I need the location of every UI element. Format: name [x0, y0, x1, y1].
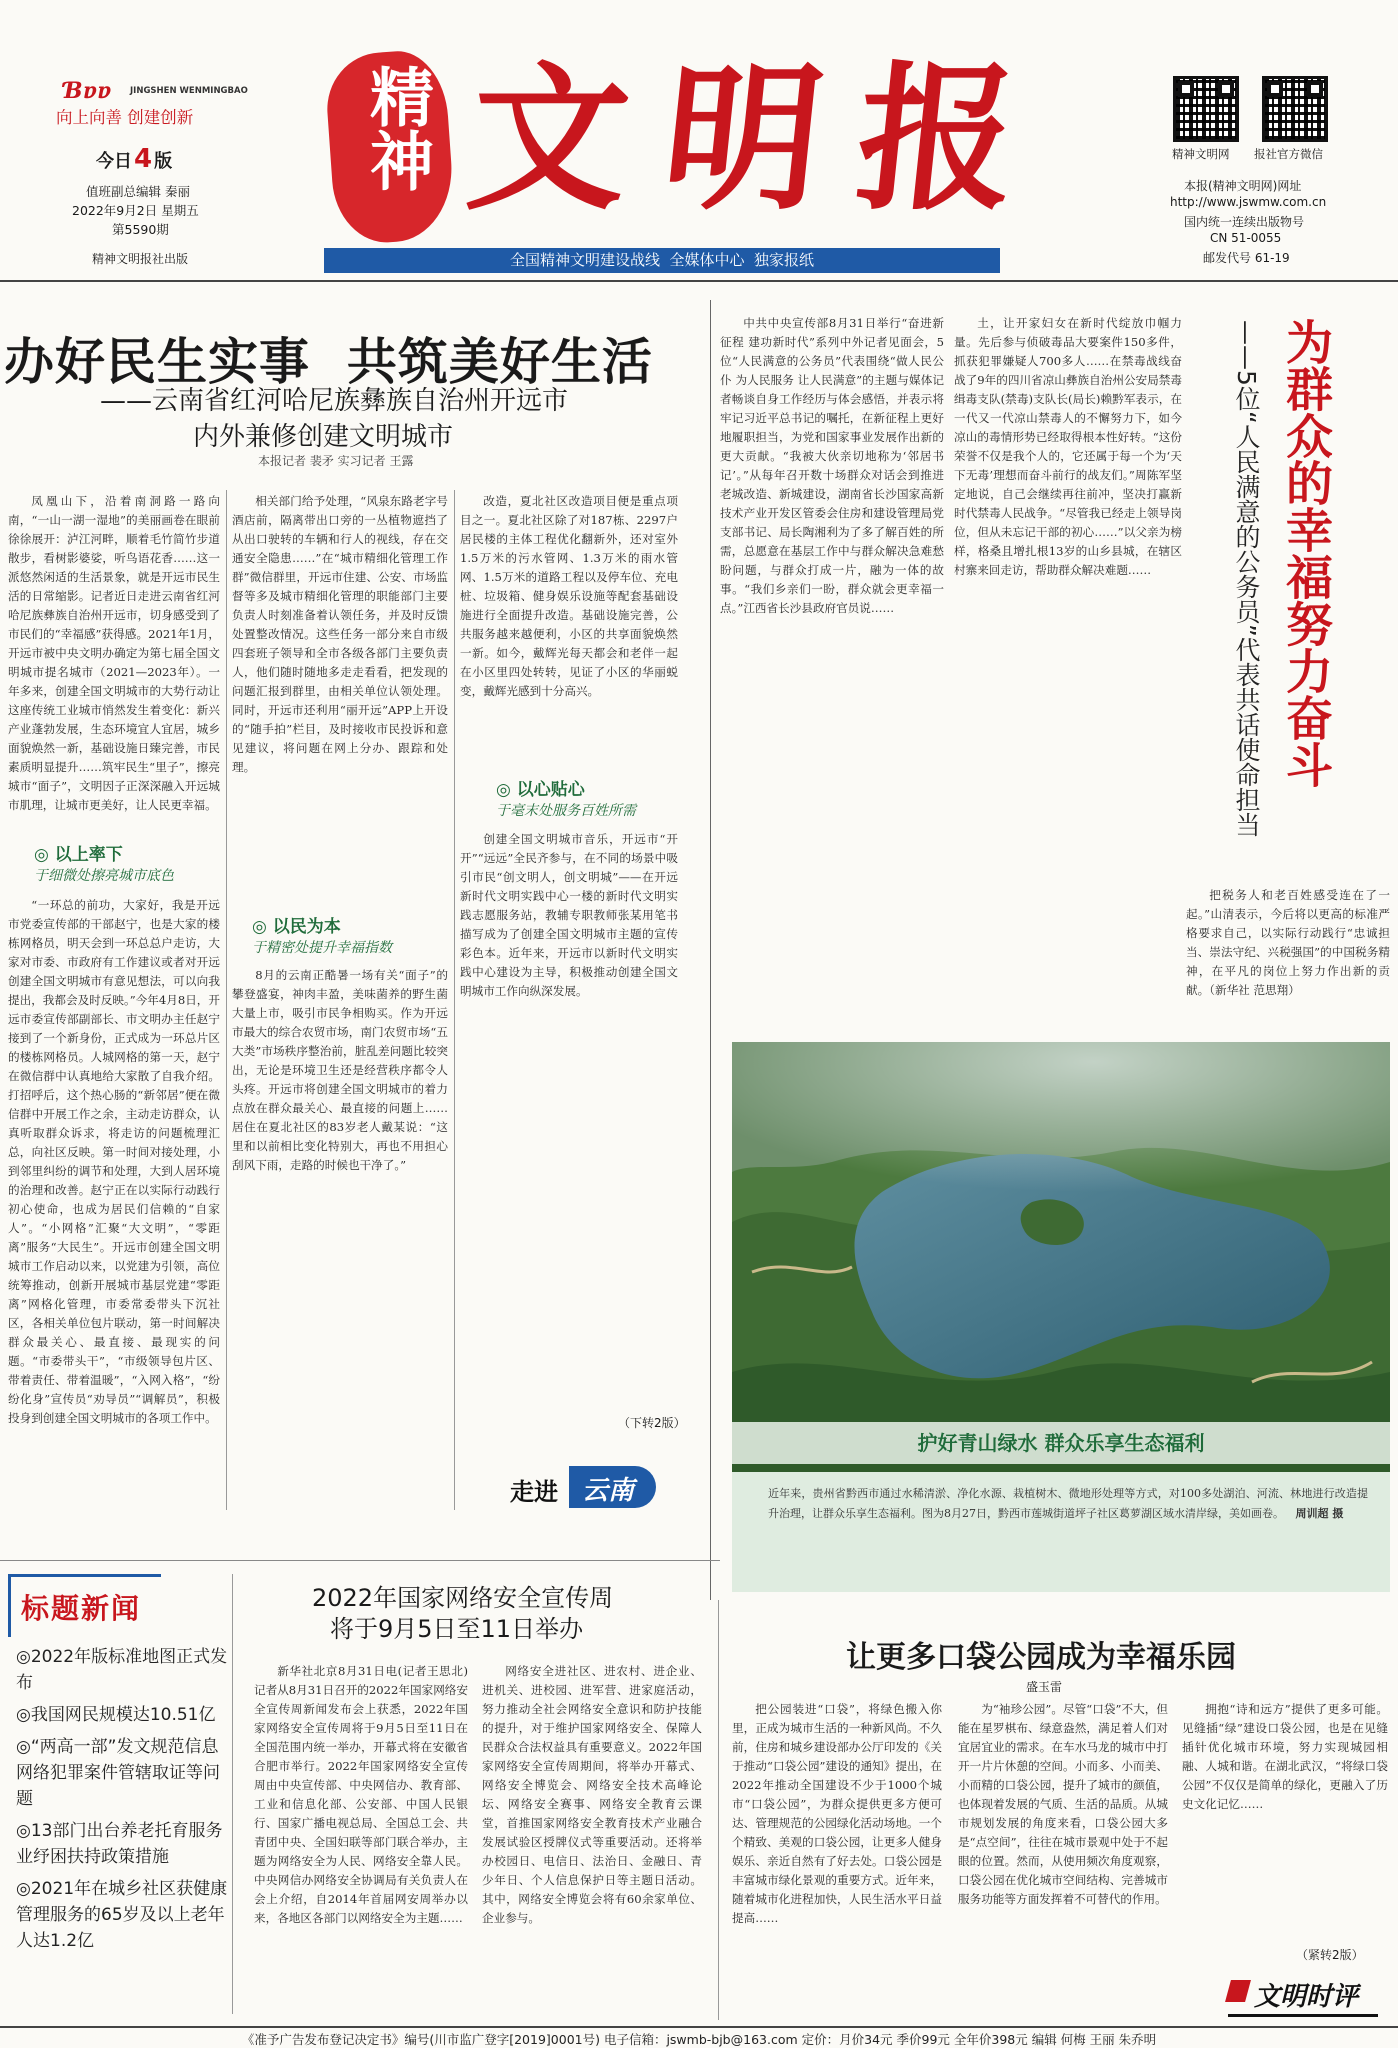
footer-rule [0, 2026, 1398, 2028]
brief-item[interactable]: ◎我国网民规模达10.51亿 [16, 1705, 216, 1725]
post-code: 邮发代号 61-19 [1203, 251, 1290, 265]
site-url[interactable]: http://www.jswmw.com.cn [1170, 195, 1327, 209]
slogan: 向上向善 创建创新 [56, 108, 194, 127]
brief-item[interactable]: ◎“两高一部”发文规范信息网络犯罪案件管辖取证等问题 [16, 1737, 220, 1809]
qr1-label: 精神文明网 [1172, 147, 1230, 161]
subhead-icon: ◎ [496, 780, 517, 800]
feature-title: 为群众的幸福努力奋斗 [1278, 318, 1333, 788]
lead-subtitle-1: ——云南省红河哈尼族彝族自治州开远市 [100, 386, 569, 416]
brief-item[interactable]: ◎2022年版标准地图正式发布 [16, 1647, 228, 1693]
brief-item[interactable]: ◎2021年在城乡社区获健康管理服务的65岁及以上老年人达1.2亿 [16, 1879, 228, 1951]
lead-subhead-2: ◎ 以民为本 于精密处提升幸福指数 [252, 917, 392, 956]
continued-note: （下转2版） [618, 1416, 686, 1430]
lead-column-3b: 创建全国文明城市音乐，开远市“开开”“远远”全民齐参与，在不同的场景中吸引市民“创文明人，创文明城”——在开远新时代文明实践中心一楼的新时代文明实践志愿服务站，教辅专职教师张某用笔书描写成为了创建全国文明城市主题的宣传彩色本。近年来，开远市以新时代文明实践中心建设为主导，积极推动创建全国文明城市工作向纵深发展。 [460, 832, 678, 998]
photo-caption-text: 近年来，贵州省黔西市通过水稀清淤、净化水源、栽植树木、微地形处理等方式，对100多处湖泊、河流、林地进行改造提升治理，让群众乐享生态福利。图为8月27日，黔西市莲城街道坪子社区葛萝湖区域水清岸绿，美如画卷。 周训超 摄 [768, 1487, 1368, 1520]
photo-caption-title: 护好青山绿水 群众乐享生态福利 [732, 1422, 1390, 1464]
qr2-label: 报社官方微信 [1254, 147, 1323, 161]
cn-label: 国内统一连续出版物号 [1184, 215, 1305, 229]
lead-subtitle-2: 内外兼修创建文明城市 [193, 422, 454, 452]
qr-code-website [1173, 76, 1239, 142]
masthead-rule [0, 280, 1398, 282]
commentary-stamp: 文明时评 [1228, 1974, 1378, 2017]
pocket-column-1: 把公园装进“口袋”，将绿色搬入你里，正成为城市生活的一种新风尚。不久前，住房和城乡建设部办公厅印发的《关于推动“口袋公园”建设的通知》提出，在2022年推动全国建设不少于1000个城市“口袋公园”，为群众提供更多方便可达、管理规范的公园绿化活动场地。一个个精致、美观的口袋公园，让更多人健身娱乐、亲近自然有了好去处。口袋公园是丰富城市绿化景观的重要方式。近年来，随着城市化进程加快，人民生活水平日益提高…… [732, 1702, 942, 1925]
today-pages: 今日4 版 [96, 144, 173, 174]
duty-editor: 值班副总编辑 秦丽 [86, 184, 190, 199]
title-left: 精神 [359, 64, 434, 192]
lead-subhead-1: ◎ 以上率下 于细微处擦亮城市底色 [34, 845, 174, 884]
masthead [0, 0, 1398, 280]
briefs-list [16, 1644, 228, 1960]
masthead-banner: 全国精神文明建设战线 全媒体中心 独家报纸 [324, 248, 1000, 273]
qr-code-wechat [1262, 76, 1328, 142]
lake-aerial-image [732, 1042, 1390, 1472]
briefs-header: 标题新闻 [8, 1574, 161, 1637]
column-divider [226, 490, 227, 1510]
lead-column-1: 凤凰山下，沿着南洞路一路向南，“一山一湖一湿地”的美丽画卷在眼前徐徐展开：泸江河畔，顺着毛竹简竹步道散步，看树影婆娑，听鸟语花香……这一派悠然闲适的生活景象，就是开远市民生活的日常缩影。记者近日走进云南省红河哈尼族彝族自治州开远市，切身感受到了市民们的“幸福感”获得感。2021年1月，开远市被中央文明办确定为第七届全国文明城市提名城市（2021—2023年）。一年多来，创建全国文明城市的大势行动让这座传统工业城市悄然发生着变化：新兴产业蓬勃发展，生态环境宜人宜居，城乡面貌焕然一新，基础设施日臻完善，市民素质明显提升……筑牢民生“里子”，擦亮城市“面子”，文明因子正深深融入开远城市肌理，让城市更美好，让人民更幸福。 [8, 494, 220, 812]
section-divider [710, 300, 711, 1600]
pocket-title: 让更多口袋公园成为幸福乐园 [846, 1640, 1236, 1675]
footer: 《准予广告发布登记决定书》编号(川市监广登字[2019]0001号) 电子信箱：jswmb-bjb@163.com 定价：月价34元 季价99元 全年价398元 编辑 何梅 王丽 朱乔明 [241, 2032, 1157, 2047]
cyber-title-2: 将于9月5日至11日举办 [330, 1615, 584, 1643]
cn-code: CN 51-0055 [1210, 231, 1282, 245]
pocket-column-2: 为“袖珍公园”。尽管“口袋”不大，但能在星罗棋布、绿意盎然，满足着人们对宜居宜业的需求。在车水马龙的城市中打开一片片休憩的空间。小而多、小而美、小而精的口袋公园，提升了城市的颜值，也体现着发展的气质、生活的品质。从城市规划发展的角度来看，口袋公园大多是“点空间”，往往在城市景观中处于不起眼的位置。然而，从使用频次角度观察，口袋公园在优化城市空间结构、完善城市服务功能等方面发挥着不可替代的作用。 [958, 1702, 1168, 1906]
feature-subtitle: ——5位“人民满意的公务员”代表共话使命担当 [1232, 320, 1261, 837]
cyber-title-1: 2022年国家网络安全宣传周 [312, 1584, 614, 1612]
site-label: 本报(精神文明网)网址 [1184, 179, 1302, 193]
lead-column-3: 改造，夏北社区改造项目便是重点项目之一。夏北社区除了对187栋、2297户居民楼的主体工程优化翻新外，还对室外1.5万米的污水管网、1.3万米的雨水管网、1.5万米的道路工程以及停车位、充电桩、垃圾箱、健身娱乐设施等配套基础设施进行全面提升改造。基础设施完善，公共服务越来越便利，小区的共享面貌焕然一新。如今，戴辉光每天都会和老伴一起在小区里四处转转，见证了小区的华丽蜕变，戴辉光感到十分高兴。 [460, 494, 678, 698]
lead-subhead-3: ◎ 以心贴心 于毫末处服务百姓所需 [496, 780, 636, 819]
issue-number: 第5590期 [112, 222, 169, 237]
briefs-box [8, 1574, 228, 2034]
lake-photo [732, 1042, 1390, 1472]
subhead-icon: ◎ [34, 845, 55, 865]
cyber-column-1: 新华社北京8月31日电(记者王思北)记者从8月31日召开的2022年国家网络安全宣传周新闻发布会上获悉，2022年国家网络安全宣传周将于9月5日至11日在全国范围内统一举办，开幕式将在安徽省合肥市举行。2022年国家网络安全宣传周由中央宣传部、中央网信办、教育部、工业和信息化部、公安部、中国人民银行、国家广播电视总局、全国总工会、共青团中央、全国妇联等部门联合举办，主题为网络安全为人民、网络安全靠人民。中央网信办网络安全协调局有关负责人在会上介绍，自2014年首届网安周举办以来，各地区各部门以网络安全为主题…… [254, 1664, 468, 1925]
subhead-icon: ◎ [252, 917, 273, 937]
paper-logo: Ɓɐɐ JINGSHEN WENMINGBAO [64, 78, 248, 104]
photo-caption [732, 1472, 1390, 1592]
pocket-continued: （紧转2版） [1296, 1948, 1364, 1962]
feature-column-1: 中共中央宣传部8月31日举行“奋进新征程 建功新时代”系列中外记者见面会，5位“人民满意的公务员”代表围绕“做人民公仆 为人民服务 让人民满意”的主题与媒体记者畅谈自身工作经历与体会感悟，并表示将牢记习近平总书记的嘱托，在新征程上更好地履职担当，为党和国家事业发展作出新的更大贡献。“我被大伙亲切地称为‘邻居书记’。”从每年召开数十场群众对话会到推进老城改造、新城建设，湖南省长沙国家高新技术产业开发区管委会住房和建设管理局党支部书记、局长陶湘利为了多了解百姓的所需，总愿意在基层工作中与群众解决急难愁盼问题，与群众打成一片，融为一体的故事。“我们乡亲们一盼，群众就会更幸福一点。”江西省长沙县政府官员说…… [720, 316, 944, 615]
pocket-author: 盛玉雷 [1026, 1680, 1063, 1694]
column-divider [718, 1600, 719, 2020]
title-main: 文明报 [460, 47, 1062, 232]
lead-column-2: 相关部门给予处理，“风泉东路老字号酒店前，隔离带出口旁的一丛植物遮挡了从出口驶转的车辆和行人的视线，存在交通安全隐患……”在“城市精细化管理工作群”微信群里，开远市住建、公安、市场监督等多及城市精细化管理的职能部门主要负责人时刻准备着认领任务，并及时反馈处置整改情况。这些任务一部分来自市级四套班子领导和全市各级各部门主要负责人，他们随时随地多走走看看，把发现的问题汇报到群里，由相关单位认领处理。同时，开远市还利用“丽开远”APP上开设的“随手拍”栏目，及时接收市民投诉和意见建议，将问题在网上分办、跟踪和处理。 [232, 494, 448, 774]
publisher: 精神文明报社出版 [92, 252, 189, 266]
issue-date: 2022年9月2日 星期五 [72, 203, 199, 218]
column-divider [232, 1574, 233, 2014]
feature-column-2: 土，让开家妇女在新时代绽放巾帼力量。先后参与侦破毒品大要案件150多件，抓获犯罪嫌疑人700多人……在禁毒战线奋战了9年的四川省凉山彝族自治州公安局禁毒缉毒支队(禁毒)支队长(局长)赖黔军表示，在一代又一代凉山禁毒人的不懈努力下，如今凉山的毒情形势已经取得根本性好转。“这份荣誉不仅是我个人的，它还属于每一个为‘天下无毒’理想而奋斗前行的战友们。”周陈军坚定地说，自己会继续再往前冲，坚决打赢新时代禁毒人民战争。“尽管我已经走上领导岗位，但从未忘记干部的初心……”以父亲为榜样，格桑且增扎根13岁的山乡县城，在辖区村寨来回走访，帮助群众解决难题…… [954, 316, 1182, 577]
lead-column-1b: “一环总的前功，大家好，我是开远市党委宣传部的干部赵宁，也是大家的楼栋网格员，明天会到一环总总户走访，大家对市委、市政府有工作建议或者对开远创建全国文明城市有意见想法，可以向我提出，我都会及时反映。”今年4月8日，开远市委宣传部副部长、市文明办主任赵宁接到了一个新身份，正式成为一环总片区的楼栋网格员。人城网格的第一天，赵宁在微信群中认真地给大家散了自我介绍。打招呼后，这个热心肠的“新邻居”便在微信群中开展工作之余，主动走访群众，认真听取群众诉求，将走访的问题梳理汇总，向社区反映。第一时间对接处理，小到邻里纠纷的调节和处理，大到人居环境的治理和改善。赵宁正在以实际行动践行初心使命，也成为居民们信赖的“自家人”。“小网格”汇聚“大文明”，“零距离”服务“大民生”。开远市创建全国文明城市工作启动以来，以党建为引领，高位统筹推动，创新开展城市基层党建“零距离”网格化管理，市委常委带头下沉社区，各相关单位包片联动，第一时间解决群众最关心、最直接、最现实的问题。“市委带头干”，“市级领导包片区、带着责任、带着温暖”，“入网入格”，“纷纷化身”宣传员“劝导员”“调解员”，积极投身到创建全国文明城市的各项工作中。 [8, 898, 220, 1425]
feature-column-3: 把税务人和老百姓感受连在了一起。”山清表示，今后将以更高的标准严格要求自己，以实际行动践行“忠诚担当、崇法守纪、兴税强国”的中国税务精神，在平凡的岗位上努力作出新的贡献。（新华社 范思翔） [1186, 888, 1390, 997]
lead-title: 办好民生实事 共筑美好生活 [4, 333, 653, 391]
cyber-column-2: 网络安全进社区、进农村、进企业、进机关、进校园、进军营、进家庭活动，努力推动全社会网络安全意识和防护技能的提升，对于维护国家网络安全、保障人民群众合法权益具有重要意义。2022年国家网络安全宣传周期间，将举办开幕式、网络安全博览会、网络安全技术高峰论坛、网络安全赛事、网络安全教育云课堂，首推国家网络安全教育技术产业融合发展试验区授牌仪式等重要活动。还将举办校园日、电信日、法治日、金融日、青少年日、个人信息保护日等主题日活动。其中，网络安全博览会将有60余家单位、企业参与。 [482, 1664, 702, 1925]
walk-yunnan-badge: 走进 云南 [506, 1466, 656, 1508]
mid-rule [0, 1560, 720, 1561]
lead-byline: 本报记者 裴矛 实习记者 王露 [258, 454, 414, 468]
brief-item[interactable]: ◎13部门出台养老托育服务业纾困扶持政策措施 [16, 1821, 223, 1867]
lead-column-2b: 8月的云南正酷暑一场有关“面子”的攀登盛宴，神肉丰盈，美味菌养的野生菌大量上市，吸引市民争相购买。作为开远市最大的综合农贸市场，南门农贸市场“五大类”市场秩序整治前，脏乱差问题比较突出，无论是环境卫生还是经营秩序都令人头疼。开远市将创建全国文明城市的着力点放在群众最关心、最直接的问题上……居住在夏北社区的83岁老人戴某说：“这里和以前相比变化特别大，再也不用担心刮风下雨，走路的时候也干净了。” [232, 968, 448, 1172]
pocket-column-3: 拥抱“诗和远方”提供了更多可能。见缝插“绿”建设口袋公园，也是在见缝插针优化城市环境，努力实现城园相融、人城和谐。在湖北武汉，“将绿口袋公园”不仅仅是简单的绿化，更融入了历史文化记忆…… [1182, 1702, 1388, 1811]
column-divider [454, 490, 455, 1510]
